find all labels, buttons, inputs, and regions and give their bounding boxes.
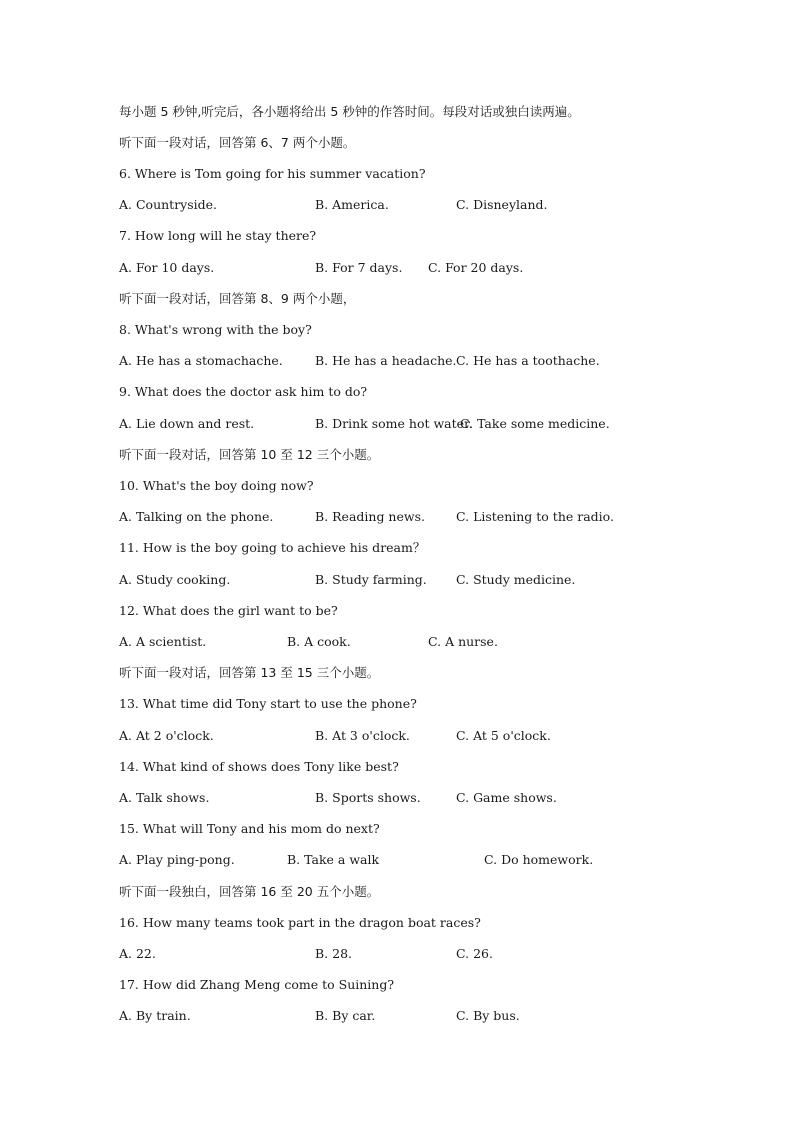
q9-option-c: C. Take some medicine. bbox=[460, 416, 610, 431]
q11-option-b: B. Study farming. bbox=[315, 572, 427, 587]
q8-option-b: B. He has a headache. bbox=[315, 353, 457, 368]
q16-option-c: C. 26. bbox=[456, 946, 493, 961]
section-heading-10-12: 听下面一段对话，回答第 10 至 12 三个小题。 bbox=[119, 447, 380, 462]
question-16: 16. How many teams took part in the dragon boat races? bbox=[119, 915, 481, 930]
q11-option-a: A. Study cooking. bbox=[119, 572, 231, 587]
q17-option-a: A. By train. bbox=[119, 1008, 191, 1023]
question-13: 13. What time did Tony start to use the phone? bbox=[119, 696, 417, 711]
q14-option-b: B. Sports shows. bbox=[315, 790, 421, 805]
section-heading-6-7: 听下面一段对话，回答第 6、7 两个小题。 bbox=[119, 135, 356, 150]
q13-option-b: B. At 3 o'clock. bbox=[315, 728, 410, 743]
q16-option-b: B. 28. bbox=[315, 946, 353, 961]
q10-option-c: C. Listening to the radio. bbox=[456, 509, 614, 524]
q7-option-c: C. For 20 days. bbox=[428, 260, 524, 275]
section-heading-8-9: 听下面一段对话，回答第 8、9 两个小题， bbox=[119, 291, 356, 306]
q13-option-c: C. At 5 o'clock. bbox=[456, 728, 551, 743]
q10-option-b: B. Reading news. bbox=[315, 509, 425, 524]
q16-option-a: A. 22. bbox=[119, 946, 156, 961]
question-12: 12. What does the girl want to be? bbox=[119, 603, 338, 618]
question-9: 9. What does the doctor ask him to do? bbox=[119, 384, 368, 399]
question-14: 14. What kind of shows does Tony like best? bbox=[119, 759, 399, 774]
question-17: 17. How did Zhang Meng come to Suining? bbox=[119, 977, 395, 992]
q10-option-a: A. Talking on the phone. bbox=[119, 509, 274, 524]
question-10: 10. What's the boy doing now? bbox=[119, 478, 314, 493]
q12-option-b: B. A cook. bbox=[287, 634, 351, 649]
q8-option-a: A. He has a stomachache. bbox=[119, 353, 283, 368]
q11-option-c: C. Study medicine. bbox=[456, 572, 576, 587]
q14-option-c: C. Game shows. bbox=[456, 790, 557, 805]
question-11: 11. How is the boy going to achieve his dream？ bbox=[119, 540, 426, 555]
q17-option-b: B. By car. bbox=[315, 1008, 376, 1023]
q7-option-b: B. For 7 days. bbox=[315, 260, 403, 275]
q15-option-b: B. Take a walk bbox=[287, 852, 380, 867]
section-heading-16-20: 听下面一段独白，回答第 16 至 20 五个小题。 bbox=[119, 884, 380, 899]
section-heading-13-15: 听下面一段对话，回答第 13 至 15 三个小题。 bbox=[119, 665, 380, 680]
q6-option-a: A. Countryside. bbox=[119, 197, 218, 212]
q15-option-a: A. Play ping-pong. bbox=[119, 852, 235, 867]
q6-option-b: B. America. bbox=[315, 197, 389, 212]
q8-option-c: C. He has a toothache. bbox=[456, 353, 600, 368]
q12-option-c: C. A nurse. bbox=[428, 634, 498, 649]
q15-option-c: C. Do homework. bbox=[484, 852, 594, 867]
q13-option-a: A. At 2 o'clock. bbox=[119, 728, 214, 743]
question-8: 8. What's wrong with the boy? bbox=[119, 322, 312, 337]
q9-option-b: B. Drink some hot water. bbox=[315, 416, 473, 431]
q14-option-a: A. Talk shows. bbox=[119, 790, 210, 805]
q17-option-c: C. By bus. bbox=[456, 1008, 520, 1023]
question-15: 15. What will Tony and his mom do next? bbox=[119, 821, 380, 836]
q6-option-c: C. Disneyland. bbox=[456, 197, 548, 212]
q12-option-a: A. A scientist. bbox=[119, 634, 207, 649]
question-7: 7. How long will he stay there? bbox=[119, 228, 317, 243]
instruction-text: 每小题 5 秒钟,听完后，各小题将给出 5 秒钟的作答时间。每段对话或独白读两遍。 bbox=[119, 104, 580, 119]
q9-option-a: A. Lie down and rest. bbox=[119, 416, 255, 431]
question-6: 6. Where is Tom going for his summer vacation? bbox=[119, 166, 426, 181]
q7-option-a: A. For 10 days. bbox=[119, 260, 215, 275]
